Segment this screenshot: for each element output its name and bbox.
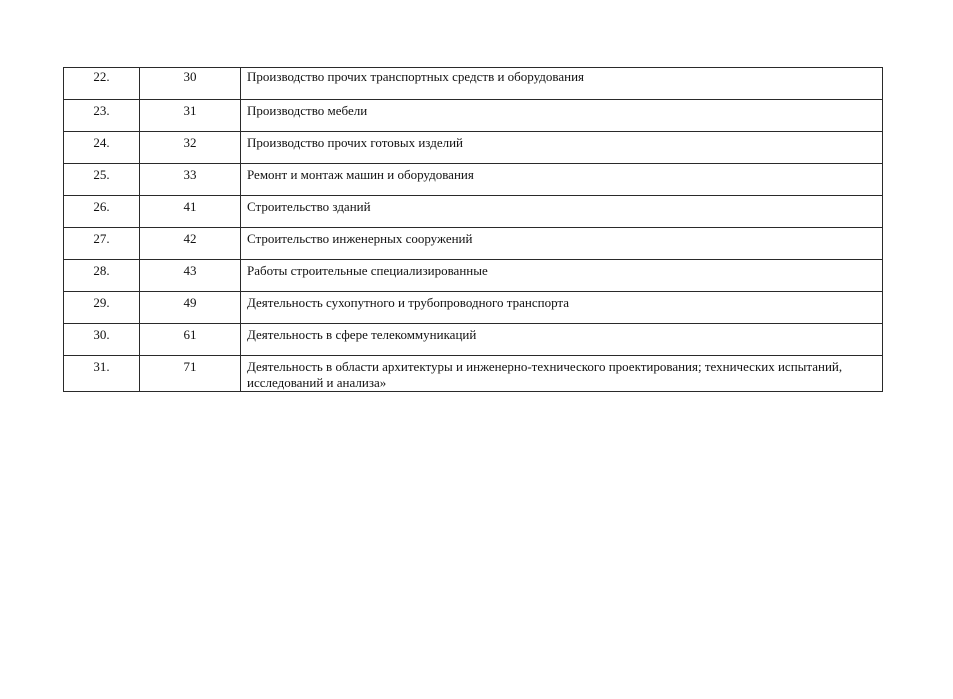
activity-code-cell: 43 <box>140 260 241 292</box>
table-row <box>64 356 883 392</box>
row-number-cell: 28. <box>64 260 140 292</box>
activity-code-cell: 42 <box>140 228 241 260</box>
row-number-cell: 31. <box>64 356 140 392</box>
activity-code-cell: 31 <box>140 100 241 132</box>
table-row <box>64 68 883 100</box>
activity-name-cell: Производство прочих транспортных средств и оборудования <box>241 68 883 100</box>
table-row <box>64 324 883 356</box>
activity-name-cell: Производство прочих готовых изделий <box>241 132 883 164</box>
row-number-cell: 22. <box>64 68 140 100</box>
activity-code-cell: 71 <box>140 356 241 392</box>
table-row <box>64 164 883 196</box>
activity-code-cell: 30 <box>140 68 241 100</box>
activity-code-cell: 41 <box>140 196 241 228</box>
activity-name-cell: Строительство зданий <box>241 196 883 228</box>
activity-codes-table <box>63 67 883 392</box>
table-row <box>64 228 883 260</box>
table-row <box>64 132 883 164</box>
table-row <box>64 196 883 228</box>
activity-name-cell: Производство мебели <box>241 100 883 132</box>
activity-name-cell: Ремонт и монтаж машин и оборудования <box>241 164 883 196</box>
row-number-cell: 30. <box>64 324 140 356</box>
table-row <box>64 100 883 132</box>
activity-code-cell: 33 <box>140 164 241 196</box>
activity-name-cell: Деятельность в сфере телекоммуникаций <box>241 324 883 356</box>
row-number-cell: 29. <box>64 292 140 324</box>
activity-name-cell: Деятельность сухопутного и трубопроводного транспорта <box>241 292 883 324</box>
row-number-cell: 24. <box>64 132 140 164</box>
activity-name-cell: Строительство инженерных сооружений <box>241 228 883 260</box>
row-number-cell: 23. <box>64 100 140 132</box>
row-number-cell: 27. <box>64 228 140 260</box>
activity-name-cell: Работы строительные специализированные <box>241 260 883 292</box>
activity-code-cell: 32 <box>140 132 241 164</box>
table-row <box>64 292 883 324</box>
row-number-cell: 26. <box>64 196 140 228</box>
table-row <box>64 260 883 292</box>
activity-name-cell: Деятельность в области архитектуры и инженерно-технического проектирования; технических испытаний, исследований и анализа» <box>241 356 883 392</box>
row-number-cell: 25. <box>64 164 140 196</box>
activity-code-cell: 49 <box>140 292 241 324</box>
activity-code-cell: 61 <box>140 324 241 356</box>
